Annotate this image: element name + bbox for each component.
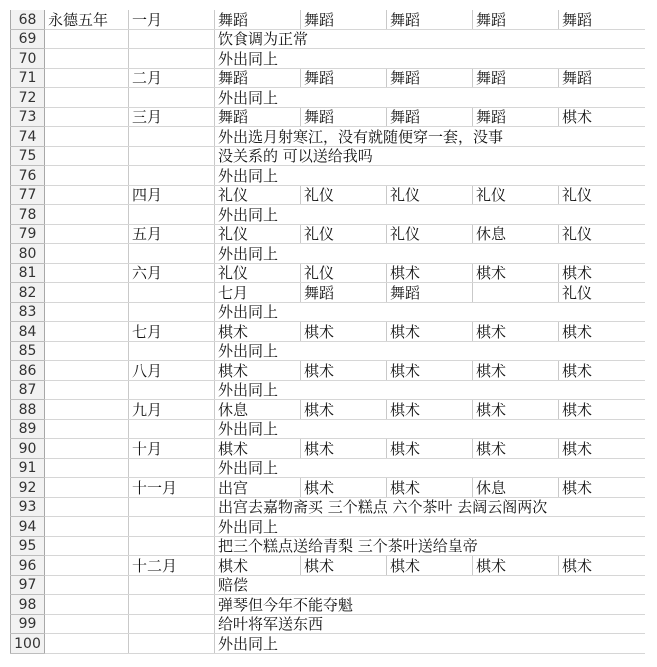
cell-month[interactable]: 二月 <box>129 68 215 88</box>
cell-year[interactable] <box>45 361 129 381</box>
cell-activity-f[interactable]: 礼仪 <box>387 185 473 205</box>
cell-note[interactable] <box>215 244 645 264</box>
cell-month[interactable] <box>129 341 215 361</box>
cell-activity-f[interactable]: 棋术 <box>387 400 473 420</box>
row-header[interactable]: 86 <box>11 361 45 381</box>
cell-activity-d[interactable]: 舞蹈 <box>215 10 301 29</box>
table-row[interactable] <box>11 458 645 478</box>
cell-month[interactable] <box>129 88 215 108</box>
cell-activity-g[interactable]: 舞蹈 <box>473 107 559 127</box>
cell-note[interactable] <box>215 517 645 537</box>
cell-activity-e[interactable]: 棋术 <box>301 322 387 342</box>
row-header[interactable]: 98 <box>11 595 45 615</box>
cell-activity-g[interactable]: 舞蹈 <box>473 10 559 29</box>
row-header[interactable]: 87 <box>11 380 45 400</box>
cell-month[interactable] <box>129 517 215 537</box>
table-row[interactable] <box>11 400 645 420</box>
cell-activity-e[interactable]: 礼仪 <box>301 224 387 244</box>
cell-year[interactable] <box>45 419 129 439</box>
cell-note[interactable] <box>215 458 645 478</box>
cell-year[interactable] <box>45 517 129 537</box>
table-row[interactable] <box>11 536 645 556</box>
cell-month[interactable]: 八月 <box>129 361 215 381</box>
cell-activity-h[interactable]: 棋术 <box>559 263 645 283</box>
cell-year[interactable] <box>45 29 129 49</box>
cell-year[interactable] <box>45 497 129 517</box>
table-row[interactable] <box>11 224 645 244</box>
table-row[interactable] <box>11 556 645 576</box>
table-row[interactable] <box>11 517 645 537</box>
note-text: 外出同上 <box>218 634 279 653</box>
cell-activity-e[interactable]: 舞蹈 <box>301 68 387 88</box>
row-header[interactable]: 69 <box>11 29 45 49</box>
table-row[interactable] <box>11 439 645 459</box>
cell-activity-h[interactable]: 舞蹈 <box>559 10 645 29</box>
cell-activity-e[interactable]: 棋术 <box>301 478 387 498</box>
cell-month[interactable] <box>129 536 215 556</box>
table-row[interactable] <box>11 361 645 381</box>
cell-activity-g[interactable]: 舞蹈 <box>473 68 559 88</box>
table-row[interactable] <box>11 10 645 29</box>
cell-activity-h[interactable]: 棋术 <box>559 107 645 127</box>
cell-activity-h[interactable]: 礼仪 <box>559 283 645 303</box>
table-row[interactable] <box>11 419 645 439</box>
note-text: 外出同上 <box>218 205 279 224</box>
cell-year[interactable] <box>45 634 129 654</box>
cell-note[interactable] <box>215 166 645 186</box>
cell-activity-g[interactable]: 礼仪 <box>473 185 559 205</box>
cell-activity-d[interactable]: 礼仪 <box>215 224 301 244</box>
table-row[interactable] <box>11 595 645 615</box>
cell-activity-h[interactable]: 礼仪 <box>559 185 645 205</box>
row-header[interactable]: 83 <box>11 302 45 322</box>
cell-month[interactable] <box>129 595 215 615</box>
cell-activity-e[interactable]: 棋术 <box>301 361 387 381</box>
cell-month[interactable]: 十一月 <box>129 478 215 498</box>
cell-activity-h[interactable]: 棋术 <box>559 478 645 498</box>
note-text: 外出同上 <box>218 303 279 321</box>
row-header[interactable]: 89 <box>11 419 45 439</box>
cell-year[interactable] <box>45 400 129 420</box>
note-text: 外出同上 <box>218 244 279 263</box>
cell-note[interactable] <box>215 595 645 615</box>
note-text: 没关系的 可以送给我吗 <box>218 147 373 165</box>
cell-activity-h[interactable]: 棋术 <box>559 556 645 576</box>
row-header[interactable]: 90 <box>11 439 45 459</box>
row-header[interactable]: 82 <box>11 283 45 303</box>
cell-activity-f[interactable]: 棋术 <box>387 556 473 576</box>
row-header[interactable]: 75 <box>11 146 45 166</box>
cell-year[interactable]: 永德五年 <box>45 10 129 29</box>
cell-year[interactable] <box>45 595 129 615</box>
note-text: 外出同上 <box>218 381 279 399</box>
cell-month[interactable] <box>129 575 215 595</box>
cell-note[interactable] <box>215 536 645 556</box>
cell-activity-e[interactable]: 棋术 <box>301 400 387 420</box>
note-text: 给叶将军送东西 <box>218 615 324 633</box>
cell-activity-d[interactable]: 棋术 <box>215 439 301 459</box>
cell-year[interactable] <box>45 556 129 576</box>
grid-body <box>11 10 645 653</box>
cell-activity-h[interactable]: 棋术 <box>559 322 645 342</box>
cell-activity-f[interactable]: 棋术 <box>387 361 473 381</box>
cell-activity-f[interactable]: 舞蹈 <box>387 107 473 127</box>
cell-month[interactable]: 十月 <box>129 439 215 459</box>
cell-year[interactable] <box>45 107 129 127</box>
cell-year[interactable] <box>45 49 129 69</box>
cell-activity-f[interactable]: 礼仪 <box>387 224 473 244</box>
row-header[interactable]: 81 <box>11 263 45 283</box>
cell-month[interactable] <box>129 497 215 517</box>
cell-month[interactable] <box>129 614 215 634</box>
table-row[interactable] <box>11 322 645 342</box>
cell-note[interactable] <box>215 146 645 166</box>
cell-activity-f[interactable]: 棋术 <box>387 439 473 459</box>
cell-year[interactable] <box>45 263 129 283</box>
table-row[interactable] <box>11 575 645 595</box>
cell-activity-e[interactable]: 棋术 <box>301 439 387 459</box>
cell-year[interactable] <box>45 185 129 205</box>
cell-note[interactable] <box>215 614 645 634</box>
row-header[interactable]: 99 <box>11 614 45 634</box>
cell-year[interactable] <box>45 458 129 478</box>
cell-activity-h[interactable]: 棋术 <box>559 361 645 381</box>
cell-note[interactable] <box>215 419 645 439</box>
cell-month[interactable] <box>129 419 215 439</box>
spreadsheet-grid <box>10 10 645 654</box>
note-text: 外出同上 <box>218 88 279 107</box>
row-header[interactable]: 72 <box>11 88 45 108</box>
cell-activity-g[interactable]: 棋术 <box>473 361 559 381</box>
cell-activity-d[interactable]: 礼仪 <box>215 263 301 283</box>
cell-note[interactable] <box>215 575 645 595</box>
cell-year[interactable] <box>45 88 129 108</box>
cell-activity-d[interactable]: 七月 <box>215 283 301 303</box>
row-header[interactable]: 91 <box>11 458 45 478</box>
cell-month[interactable] <box>129 380 215 400</box>
row-header[interactable]: 77 <box>11 185 45 205</box>
row-header[interactable]: 85 <box>11 341 45 361</box>
cell-note[interactable] <box>215 205 645 225</box>
cell-activity-f[interactable]: 棋术 <box>387 263 473 283</box>
row-header[interactable]: 88 <box>11 400 45 420</box>
cell-activity-g[interactable]: 棋术 <box>473 263 559 283</box>
cell-month[interactable]: 五月 <box>129 224 215 244</box>
cell-activity-g[interactable]: 休息 <box>473 224 559 244</box>
table-row[interactable] <box>11 49 645 69</box>
cell-month[interactable] <box>129 634 215 654</box>
cell-activity-e[interactable]: 舞蹈 <box>301 10 387 29</box>
note-text: 外出同上 <box>218 420 279 438</box>
note-text: 出宫去嘉物斋买 三个糕点 六个茶叶 去阔云阁两次 <box>218 498 548 516</box>
table-row[interactable] <box>11 146 645 166</box>
cell-activity-d[interactable]: 出宫 <box>215 478 301 498</box>
cell-year[interactable] <box>45 244 129 264</box>
row-header[interactable]: 84 <box>11 322 45 342</box>
row-header[interactable]: 76 <box>11 166 45 186</box>
cell-year[interactable] <box>45 614 129 634</box>
cell-activity-d[interactable]: 棋术 <box>215 556 301 576</box>
cell-activity-e[interactable]: 舞蹈 <box>301 107 387 127</box>
cell-month[interactable] <box>129 146 215 166</box>
cell-month[interactable]: 七月 <box>129 322 215 342</box>
cell-month[interactable] <box>129 283 215 303</box>
table-row[interactable] <box>11 127 645 147</box>
cell-year[interactable] <box>45 127 129 147</box>
cell-month[interactable]: 一月 <box>129 10 215 29</box>
cell-activity-f[interactable]: 棋术 <box>387 478 473 498</box>
cell-month[interactable] <box>129 49 215 69</box>
cell-activity-f[interactable]: 舞蹈 <box>387 283 473 303</box>
cell-month[interactable] <box>129 127 215 147</box>
cell-year[interactable] <box>45 166 129 186</box>
cell-activity-f[interactable]: 舞蹈 <box>387 68 473 88</box>
cell-month[interactable]: 十二月 <box>129 556 215 576</box>
cell-activity-g[interactable]: 棋术 <box>473 400 559 420</box>
row-header[interactable]: 74 <box>11 127 45 147</box>
table-row[interactable] <box>11 205 645 225</box>
cell-month[interactable] <box>129 458 215 478</box>
table-row[interactable] <box>11 478 645 498</box>
cell-year[interactable] <box>45 205 129 225</box>
cell-activity-h[interactable]: 棋术 <box>559 439 645 459</box>
cell-activity-g[interactable]: 休息 <box>473 478 559 498</box>
cell-activity-e[interactable]: 棋术 <box>301 556 387 576</box>
cell-month[interactable]: 四月 <box>129 185 215 205</box>
cell-year[interactable] <box>45 68 129 88</box>
cell-year[interactable] <box>45 146 129 166</box>
row-header[interactable]: 94 <box>11 517 45 537</box>
table-row[interactable] <box>11 68 645 88</box>
table-row[interactable] <box>11 497 645 517</box>
cell-month[interactable] <box>129 29 215 49</box>
row-header[interactable]: 100 <box>11 634 45 654</box>
table-row[interactable] <box>11 185 645 205</box>
cell-activity-d[interactable]: 舞蹈 <box>215 107 301 127</box>
cell-year[interactable] <box>45 478 129 498</box>
cell-activity-g[interactable] <box>473 283 559 303</box>
note-text: 饮食调为正常 <box>218 30 309 48</box>
cell-activity-g[interactable]: 棋术 <box>473 556 559 576</box>
table-row[interactable] <box>11 88 645 108</box>
cell-note[interactable] <box>215 127 645 147</box>
row-header[interactable]: 96 <box>11 556 45 576</box>
note-text: 弹琴但今年不能夺魁 <box>218 595 354 614</box>
table-row[interactable] <box>11 614 645 634</box>
cell-activity-h[interactable]: 棋术 <box>559 400 645 420</box>
row-header[interactable]: 92 <box>11 478 45 498</box>
cell-year[interactable] <box>45 341 129 361</box>
cell-activity-g[interactable]: 棋术 <box>473 322 559 342</box>
note-text: 赔偿 <box>218 576 249 594</box>
cell-year[interactable] <box>45 224 129 244</box>
cell-note[interactable] <box>215 49 645 69</box>
row-header[interactable]: 95 <box>11 536 45 556</box>
cell-note[interactable] <box>215 634 645 654</box>
cell-note[interactable] <box>215 302 645 322</box>
cell-activity-d[interactable]: 礼仪 <box>215 185 301 205</box>
note-text: 外出同上 <box>218 517 279 536</box>
table-row[interactable] <box>11 283 645 303</box>
cell-year[interactable] <box>45 439 129 459</box>
table-row[interactable] <box>11 166 645 186</box>
row-header[interactable]: 68 <box>11 10 45 29</box>
row-header[interactable]: 97 <box>11 575 45 595</box>
cell-activity-e[interactable]: 礼仪 <box>301 185 387 205</box>
table-row[interactable] <box>11 634 645 654</box>
cell-activity-e[interactable]: 礼仪 <box>301 263 387 283</box>
cell-activity-e[interactable]: 舞蹈 <box>301 283 387 303</box>
row-header[interactable]: 93 <box>11 497 45 517</box>
cell-activity-d[interactable]: 棋术 <box>215 322 301 342</box>
cell-year[interactable] <box>45 536 129 556</box>
cell-activity-h[interactable]: 礼仪 <box>559 224 645 244</box>
row-header[interactable]: 71 <box>11 68 45 88</box>
cell-year[interactable] <box>45 322 129 342</box>
cell-month[interactable]: 六月 <box>129 263 215 283</box>
cell-month[interactable] <box>129 205 215 225</box>
cell-activity-d[interactable]: 舞蹈 <box>215 68 301 88</box>
cell-month[interactable]: 三月 <box>129 107 215 127</box>
note-text: 外出同上 <box>218 459 279 477</box>
cell-activity-d[interactable]: 休息 <box>215 400 301 420</box>
row-header[interactable]: 73 <box>11 107 45 127</box>
cell-activity-d[interactable]: 棋术 <box>215 361 301 381</box>
row-header[interactable]: 70 <box>11 49 45 69</box>
row-header[interactable]: 79 <box>11 224 45 244</box>
cell-note[interactable] <box>215 88 645 108</box>
table-row[interactable] <box>11 302 645 322</box>
cell-activity-h[interactable]: 舞蹈 <box>559 68 645 88</box>
note-text: 把三个糕点送给青梨 三个茶叶送给皇帝 <box>218 537 478 555</box>
cell-year[interactable] <box>45 575 129 595</box>
row-header[interactable]: 78 <box>11 205 45 225</box>
cell-year[interactable] <box>45 283 129 303</box>
cell-month[interactable] <box>129 244 215 264</box>
table-row[interactable] <box>11 380 645 400</box>
row-header[interactable]: 80 <box>11 244 45 264</box>
cell-month[interactable]: 九月 <box>129 400 215 420</box>
note-text: 外出同上 <box>218 49 279 68</box>
cell-note[interactable] <box>215 29 645 49</box>
cell-month[interactable] <box>129 166 215 186</box>
table-row[interactable] <box>11 263 645 283</box>
cell-year[interactable] <box>45 302 129 322</box>
cell-note[interactable] <box>215 341 645 361</box>
cell-note[interactable] <box>215 497 645 517</box>
cell-activity-g[interactable]: 棋术 <box>473 439 559 459</box>
table-row[interactable] <box>11 29 645 49</box>
cell-activity-f[interactable]: 棋术 <box>387 322 473 342</box>
note-text: 外出选月射寒江，没有就随便穿一套，没事 <box>218 127 504 146</box>
table-row[interactable] <box>11 341 645 361</box>
note-text: 外出同上 <box>218 342 279 360</box>
table-row[interactable] <box>11 107 645 127</box>
cell-month[interactable] <box>129 302 215 322</box>
cell-year[interactable] <box>45 380 129 400</box>
cell-note[interactable] <box>215 380 645 400</box>
cell-activity-f[interactable]: 舞蹈 <box>387 10 473 29</box>
table-row[interactable] <box>11 244 645 264</box>
note-text: 外出同上 <box>218 166 279 185</box>
